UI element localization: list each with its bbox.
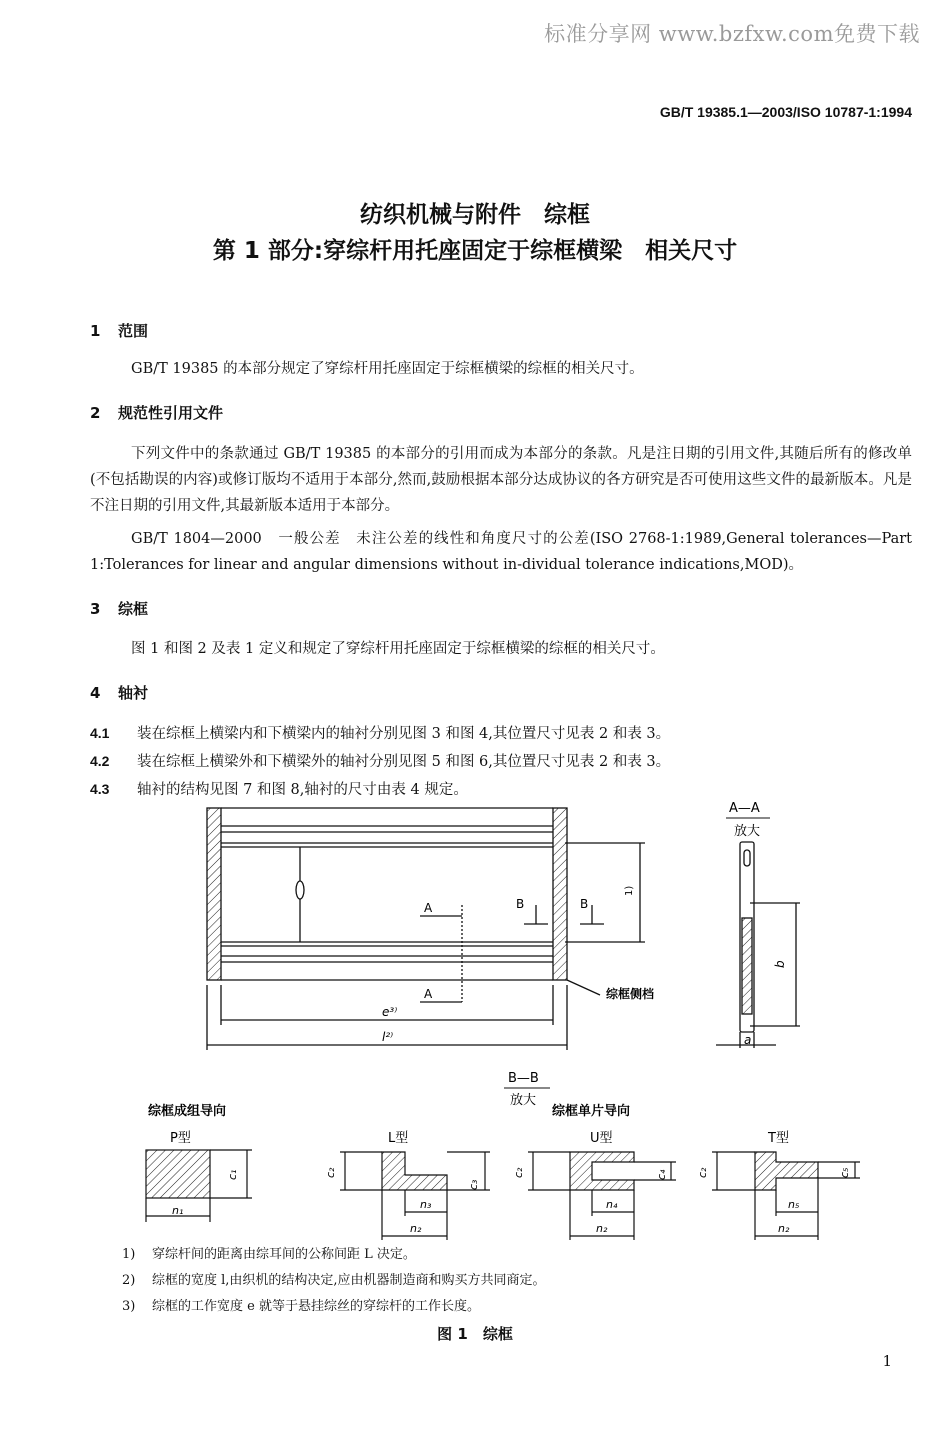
t-type-label: T型: [768, 1131, 789, 1146]
bb-view-title: B—B: [508, 1071, 539, 1086]
dim-n4: n₄: [606, 1198, 618, 1211]
note-number: 3): [122, 1299, 136, 1314]
aa-section-view: [716, 842, 800, 1048]
section-2-paragraph-1: 下列文件中的条款通过 GB/T 19385 的本部分的引用而成为本部分的条款。凡是注日期的引用文件,其随后所有的修改单(不包括勘误的内容)或修订版均不适用于本部分,然而,鼓励根据本部分达成协议的各方研究是否可使用这些文件的最新版本。凡是不注日期的引用文件,其最新版本适用于本部分。: [90, 446, 912, 514]
figure-caption: 图 1 综框: [437, 1325, 513, 1343]
standard-code: GB/T 19385.1—2003/ISO 10787-1:1994: [659, 104, 912, 120]
clause-text: 轴衬的结构见图 7 和图 8,轴衬的尺寸由表 4 规定。: [137, 782, 468, 798]
section-number: 4: [90, 684, 101, 702]
dim-n2-l: n₂: [410, 1222, 422, 1235]
dim-c2-l: c₂: [324, 1167, 337, 1178]
section-title: 范围: [118, 322, 149, 340]
section-1-text: GB/T 19385 的本部分规定了穿综杆用托座固定于综框横梁的综框的相关尺寸。: [131, 361, 644, 377]
clause-number: 4.2: [90, 753, 110, 769]
p-type-label: P型: [170, 1131, 191, 1146]
clause-number: 4.3: [90, 781, 110, 797]
side-stay-label: 综框侧档: [606, 987, 655, 1001]
p-type-profile: [146, 1150, 252, 1222]
note-number: 2): [122, 1273, 136, 1288]
dim-c4: c₄: [655, 1169, 668, 1180]
dim-n2-u: n₂: [596, 1222, 608, 1235]
note-text: 综框的宽度 l,由织机的结构决定,应由机器制造商和购买方共同商定。: [152, 1273, 546, 1288]
page-number: 1: [882, 1352, 892, 1370]
heald-frame-front-view: [207, 808, 645, 1050]
dim-n1: n₁: [172, 1204, 184, 1217]
dim-n3: n₃: [420, 1198, 432, 1211]
dimension-label-l: l²⁾: [382, 1030, 394, 1044]
clause-text: 装在综框上横梁外和下横梁外的轴衬分别见图 5 和图 6,其位置尺寸见表 2 和表 3。: [137, 754, 671, 770]
watermark: 标准分享网 www.bzfxw.com免费下载: [544, 22, 920, 46]
section-mark-b-left: B: [516, 897, 525, 911]
u-type-label: U型: [590, 1131, 613, 1146]
note-number: 1): [122, 1247, 136, 1262]
dimension-label-b: b: [773, 960, 787, 968]
section-3-text: 图 1 和图 2 及表 1 定义和规定了穿综杆用托座固定于综框横梁的综框的相关尺寸。: [131, 641, 665, 657]
single-guide-label: 综框单片导向: [552, 1104, 631, 1119]
group-guide-label: 综框成组导向: [148, 1104, 227, 1119]
dimension-label-e: e³⁾: [382, 1005, 398, 1019]
section-mark-a-upper: A: [424, 901, 433, 915]
dimension-label-1: 1): [624, 885, 635, 896]
figure-note-3: [122, 1295, 480, 1314]
figure-note-2: [122, 1269, 546, 1288]
section-number: 2: [90, 404, 101, 422]
section-title: 规范性引用文件: [118, 404, 224, 422]
aa-view-subtitle: 放大: [734, 824, 761, 839]
note-text: 综框的工作宽度 e 就等于悬挂综丝的穿综杆的工作长度。: [152, 1299, 480, 1314]
section-title: 综框: [118, 600, 149, 618]
l-type-label: L型: [388, 1131, 409, 1146]
dimension-label-a: a: [744, 1033, 752, 1047]
figure-note-1: [122, 1243, 416, 1262]
dim-c2-u: c₂: [512, 1167, 525, 1178]
bb-view-subtitle: 放大: [510, 1093, 537, 1108]
dim-n2-t: n₂: [778, 1222, 790, 1235]
dim-n5: n₅: [788, 1198, 800, 1211]
clause-text: 装在综框上横梁内和下横梁内的轴衬分别见图 3 和图 4,其位置尺寸见表 2 和表 3。: [137, 726, 671, 742]
section-number: 3: [90, 600, 101, 618]
section-number: 1: [90, 322, 101, 340]
document-title-line2: 第 1 部分:穿综杆用托座固定于综框横梁 相关尺寸: [212, 238, 738, 264]
section-mark-b-right: B: [580, 897, 589, 911]
dim-c5: c₅: [838, 1167, 851, 1178]
section-mark-a-lower: A: [424, 987, 433, 1001]
aa-view-title: A—A: [729, 801, 760, 816]
section-title: 轴衬: [118, 684, 149, 702]
note-text: 穿综杆间的距离由综耳间的公称间距 L 决定。: [152, 1247, 416, 1262]
section-2-paragraph-2: GB/T 1804—2000 一般公差 未注公差的线性和角度尺寸的公差(ISO 2768-1:1989,General tolerances—Part 1:Tolerances for linear and angular dimensions without in-dividual tolerance indications,MOD)。: [90, 531, 912, 573]
document-title-line1: 纺织机械与附件 综框: [360, 202, 590, 228]
clause-number: 4.1: [90, 725, 110, 741]
dim-c3: c₃: [467, 1179, 480, 1190]
dim-c1: c₁: [226, 1169, 239, 1180]
dim-c2-t: c₂: [696, 1167, 709, 1178]
